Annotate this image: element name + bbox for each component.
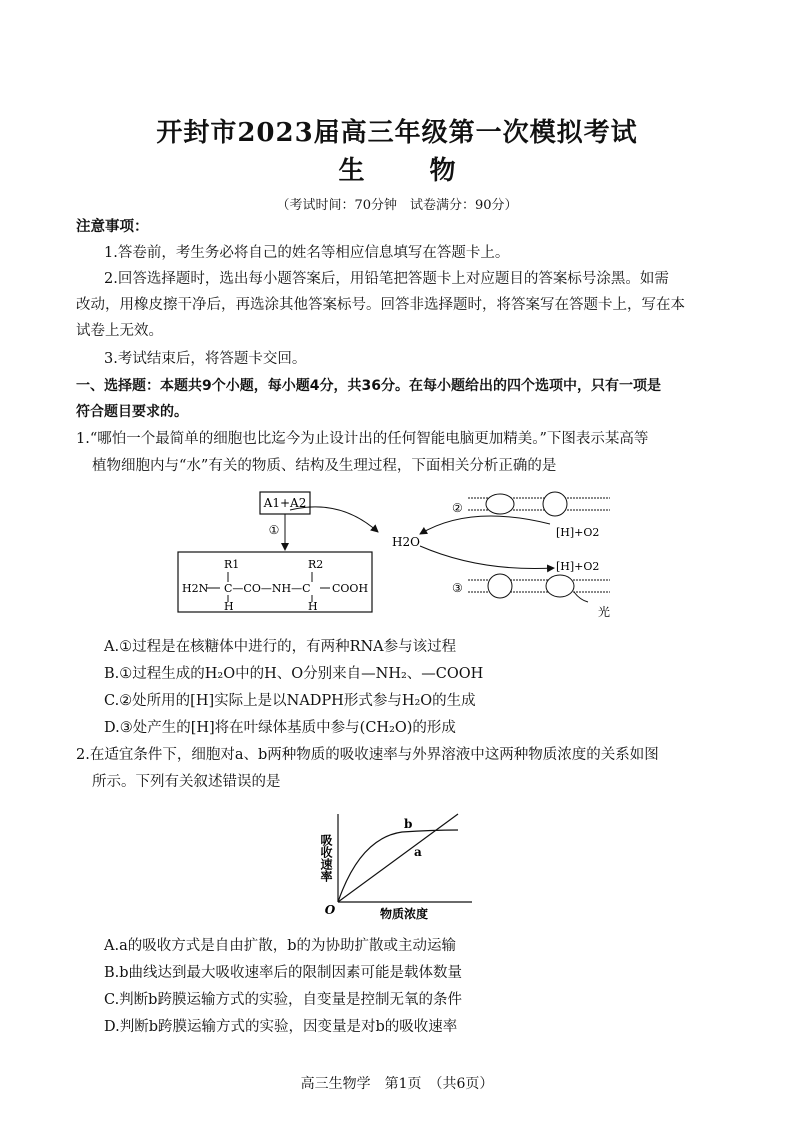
step-2-label: ② (452, 501, 463, 515)
note-3: 3.考试结束后，将答题卡交回。 (104, 351, 307, 367)
section-heading-cont: 符合题目要求的。 (76, 404, 188, 420)
origin-label: O (324, 903, 336, 917)
h-right-label: H (308, 600, 318, 613)
label-a: a (414, 845, 422, 859)
q1-option-b[interactable]: B.①过程生成的H₂O中的H、O分别来自—NH₂、—COOH (104, 666, 484, 682)
light-label: 光 (598, 605, 611, 619)
label-b: b (404, 817, 413, 831)
r2-label: R2 (308, 558, 324, 571)
q2-option-b[interactable]: B.b曲线达到最大吸收速率后的限制因素可能是载体数量 (104, 965, 463, 981)
note-2-end: 试卷上无效。 (76, 323, 163, 339)
r1-label: R1 (224, 558, 240, 571)
exam-info: （考试时间：70分钟 试卷满分：90分） (276, 198, 518, 213)
step-1-label: ① (268, 523, 280, 537)
protein-top-1 (486, 494, 514, 514)
light-ray (574, 592, 588, 602)
curve-b (338, 830, 458, 902)
q1-option-a[interactable]: A.①过程是在核糖体中进行的，有两种RNA参与该过程 (104, 639, 457, 655)
q2-option-c[interactable]: C.判断b跨膜运输方式的实验，自变量是控制无氧的条件 (104, 992, 462, 1008)
step-3-label: ③ (452, 581, 463, 595)
q2-option-a[interactable]: A.a的吸收方式是自由扩散，b的为协助扩散或主动运输 (104, 938, 457, 954)
arrow-to-water (290, 507, 378, 532)
subject-title: 生 物 (338, 156, 484, 186)
q1-stem-cont: 植物细胞内与“水”有关的物质、结构及生理过程，下面相关分析正确的是 (92, 458, 557, 474)
protein-bottom-1 (488, 574, 512, 598)
q2-stem: 2.在适宜条件下，细胞对a、b两种物质的吸收速率与外界溶液中这两种物质浓度的关系如图 (76, 747, 659, 763)
note-2-cont: 改动，用橡皮擦干净后，再选涂其他答案标号。回答非选择题时，将答案写在答题卡上，写在本 (76, 297, 685, 313)
h2n-label: H2N (182, 582, 209, 595)
note-2: 2.回答选择题时，选出每小题答案后，用铅笔把答题卡上对应题目的答案标号涂黑。如需 (104, 271, 669, 287)
q1-option-d[interactable]: D.③处产生的[H]将在叶绿体基质中参与(CH₂O)的形成 (104, 720, 456, 736)
protein-top-2 (543, 492, 567, 516)
y-axis-label: 吸收速率 (319, 834, 333, 882)
q1-option-c[interactable]: C.②处所用的[H]实际上是以NADPH形式参与H₂O的生成 (104, 693, 476, 709)
exam-title: 开封市2023届高三年级第一次模拟考试 (156, 118, 638, 148)
q2-stem-cont: 所示。下列有关叙述错误的是 (92, 774, 281, 790)
q1-stem: 1.“哪怕一个最简单的细胞也比迄今为止设计出的任何智能电脑更加精美。”下图表示某高等 (76, 431, 649, 447)
h-o2-bottom: [H]+O2 (556, 560, 600, 573)
q1-diagram (170, 488, 630, 628)
page-footer: 高三生物学 第1页 （共6页） (300, 1076, 494, 1092)
protein-bottom-2 (546, 575, 574, 597)
notes-heading: 注意事项： (76, 219, 149, 235)
h-left-label: H (224, 600, 234, 613)
h-o2-top: [H]+O2 (556, 526, 600, 539)
arrow-bottom (420, 546, 554, 569)
note-1: 1.答卷前，考生务必将自己的姓名等相应信息填写在答题卡上。 (104, 245, 510, 261)
arrow-top (420, 516, 550, 534)
water-label: H2O (392, 535, 420, 549)
line-a (338, 814, 458, 902)
q2-chart (312, 808, 482, 928)
cooh-label: COOH (332, 582, 369, 595)
q2-option-d[interactable]: D.判断b跨膜运输方式的实验，因变量是对b的吸收速率 (104, 1019, 458, 1035)
peptide-chain: C—CO—NH—C (224, 582, 311, 595)
x-axis-label: 物质浓度 (379, 907, 429, 921)
section-heading: 一、选择题：本题共9个小题，每小题4分，共36分。在每小题给出的四个选项中，只有一项是 (76, 378, 661, 394)
a1-a2-label: A1+A2 (263, 496, 307, 510)
